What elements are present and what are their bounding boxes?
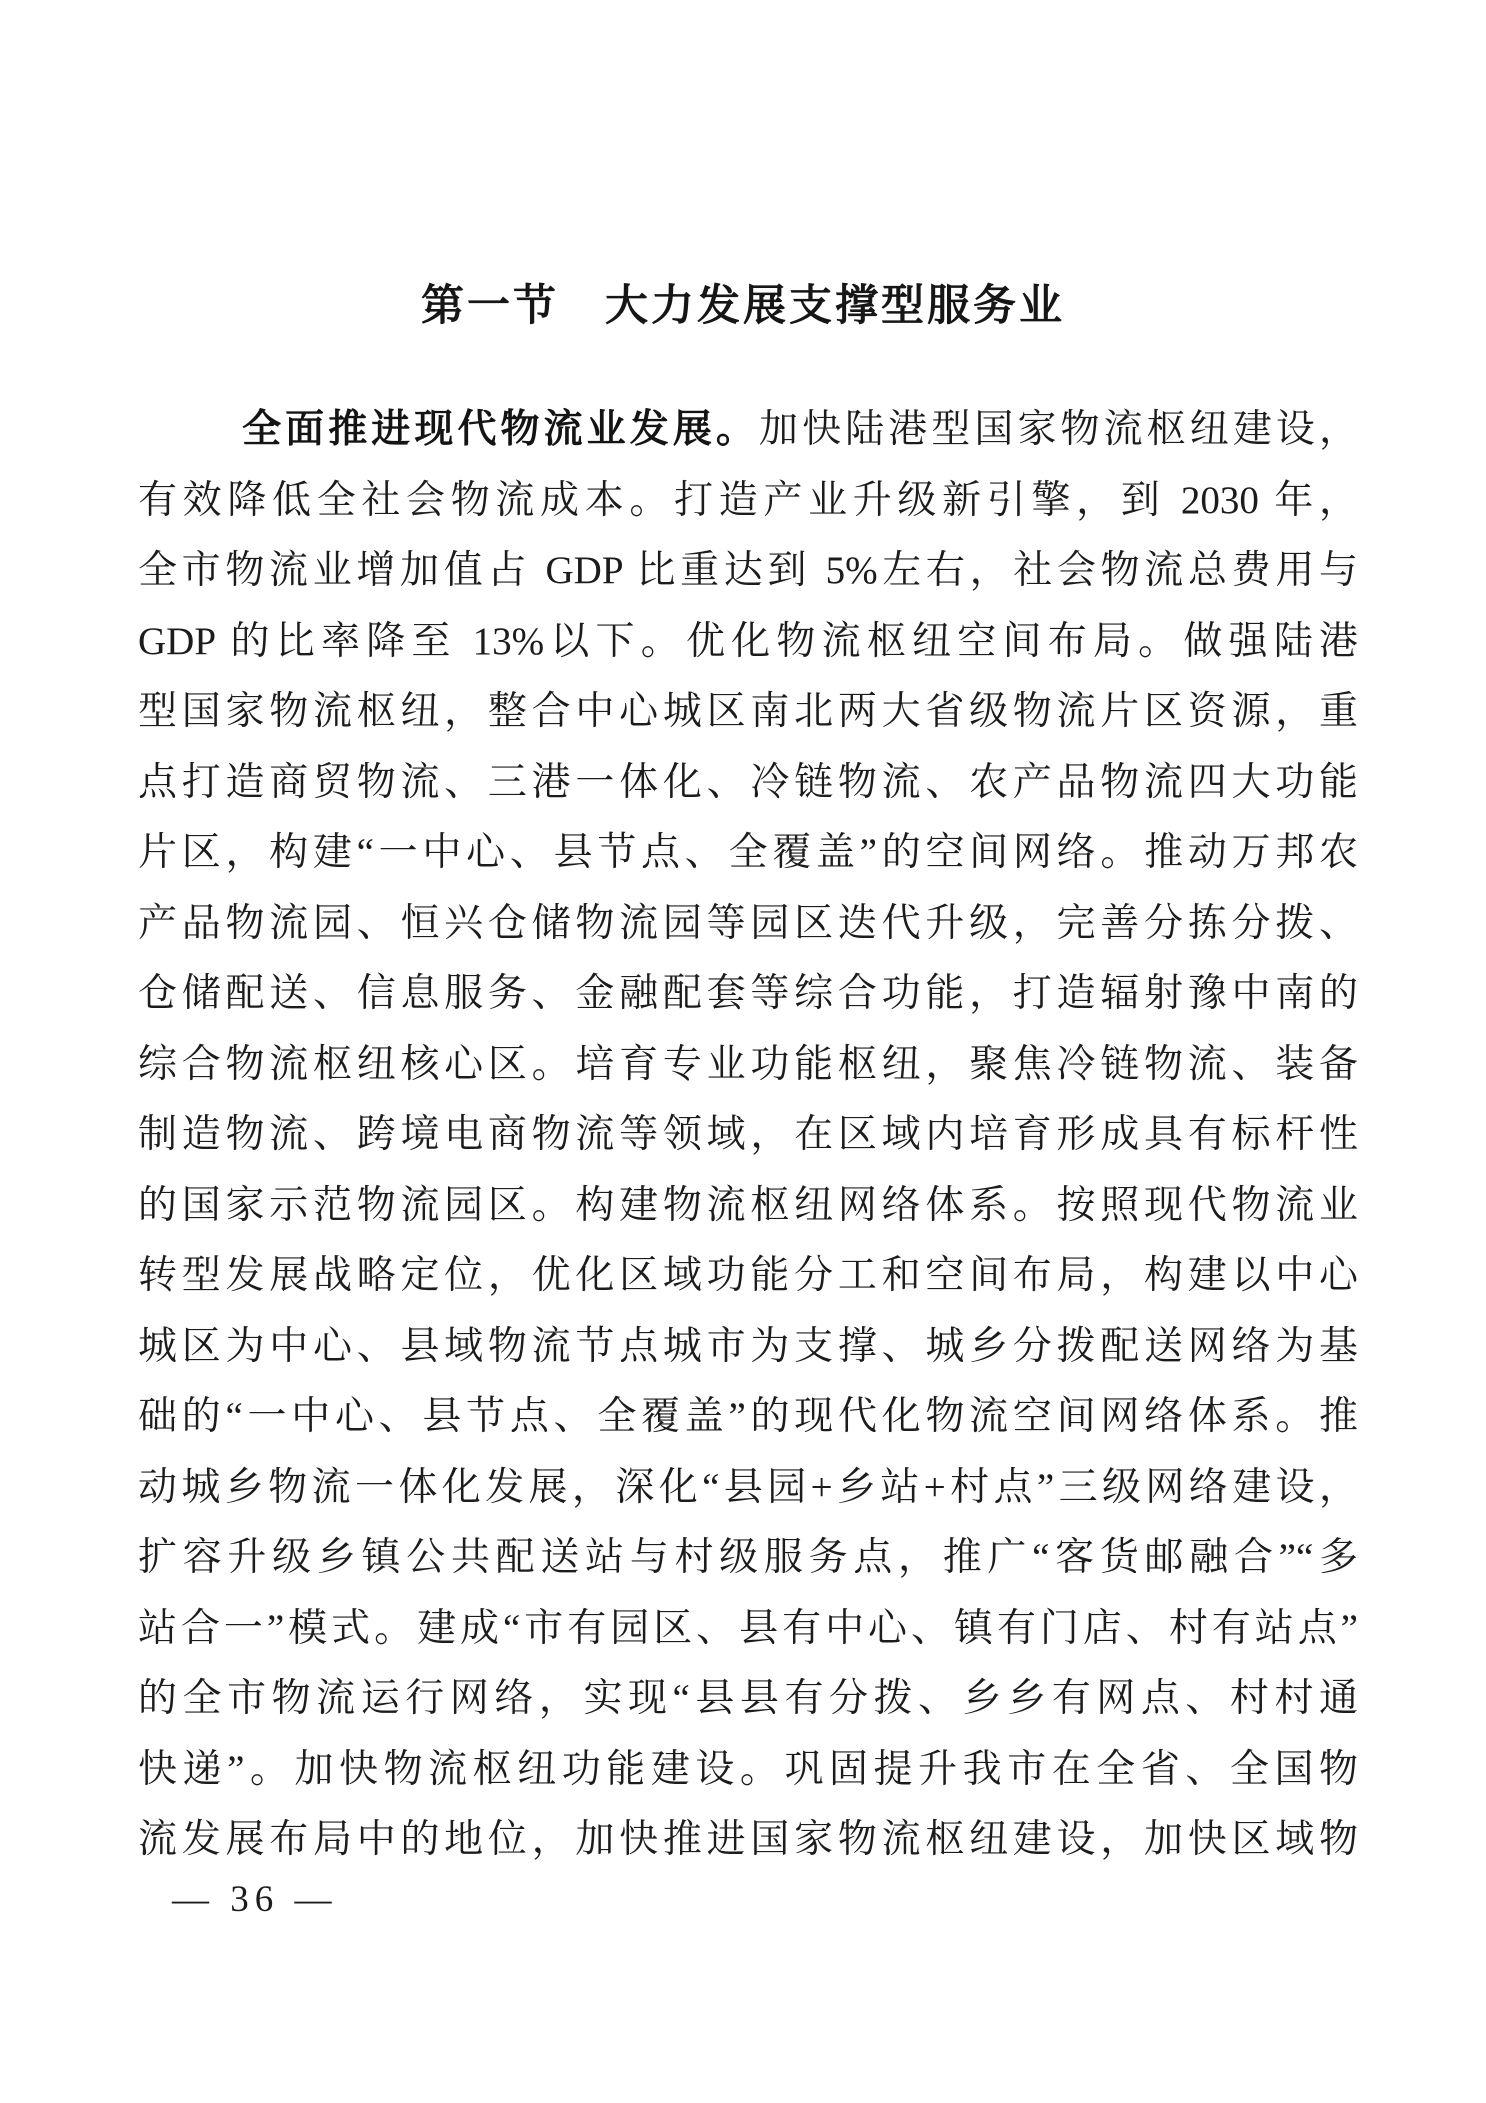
body-line: 片区，构建“一中心、县节点、全覆盖”的空间网络。推动万邦农	[138, 831, 1358, 874]
body-line: 全市物流业增加值占 GDP 比重达到 5%左右，社会物流总费用与	[138, 549, 1358, 592]
body-paragraph	[138, 395, 1358, 1876]
section-title: 第一节 大力发展支撑型服务业	[421, 283, 1065, 330]
paragraph-lead-bold: 全面推进现代物流业发展。	[238, 408, 759, 451]
body-line: 型国家物流枢纽，整合中心城区南北两大省级物流片区资源，重	[138, 690, 1358, 733]
body-line: 有效降低全社会物流成本。打造产业升级新引擎，到 2030 年，	[138, 478, 1358, 522]
body-line: 的全市物流运行网络，实现“县县有分拨、乡乡有网点、村村通	[138, 1677, 1358, 1720]
body-line: 点打造商贸物流、三港一体化、冷链物流、农产品物流四大功能	[138, 760, 1358, 804]
body-line	[138, 395, 1358, 466]
paragraph-lead-rest: 加快陆港型国家物流枢纽建设，	[759, 408, 1358, 451]
body-line: 流发展布局中的地位，加快推进国家物流枢纽建设，加快区域物	[138, 1818, 1358, 1861]
body-line: 城区为中心、县域物流节点城市为支撑、城乡分拨配送网络为基	[138, 1324, 1358, 1368]
body-line: 础的“一中心、县节点、全覆盖”的现代化物流空间网络体系。推	[138, 1395, 1358, 1438]
body-line: 站合一”模式。建成“市有园区、县有中心、镇有门店、村有站点”	[138, 1606, 1358, 1650]
body-line: 转型发展战略定位，优化区域功能分工和空间布局，构建以中心	[138, 1254, 1358, 1297]
body-line: 的国家示范物流园区。构建物流枢纽网络体系。按照现代物流业	[138, 1183, 1358, 1227]
body-line: 动城乡物流一体化发展，深化“县园+乡站+村点”三级网络建设，	[138, 1465, 1358, 1509]
page-number: — 36 —	[172, 1879, 338, 1920]
body-line: 产品物流园、恒兴仓储物流园等园区迭代升级，完善分拣分拨、	[138, 901, 1358, 945]
body-line: 扩容升级乡镇公共配送站与村级服务点，推广“客货邮融合”“多	[138, 1536, 1358, 1579]
body-line: GDP 的比率降至 13%以下。优化物流枢纽空间布局。做强陆港	[138, 619, 1358, 663]
body-line: 制造物流、跨境电商物流等领域，在区域内培育形成具有标杆性	[138, 1113, 1358, 1156]
body-line: 仓储配送、信息服务、金融配套等综合功能，打造辐射豫中南的	[138, 972, 1358, 1015]
body-line: 快递”。加快物流枢纽功能建设。巩固提升我市在全省、全国物	[138, 1747, 1358, 1791]
body-line: 综合物流枢纽核心区。培育专业功能枢纽，聚焦冷链物流、装备	[138, 1042, 1358, 1086]
